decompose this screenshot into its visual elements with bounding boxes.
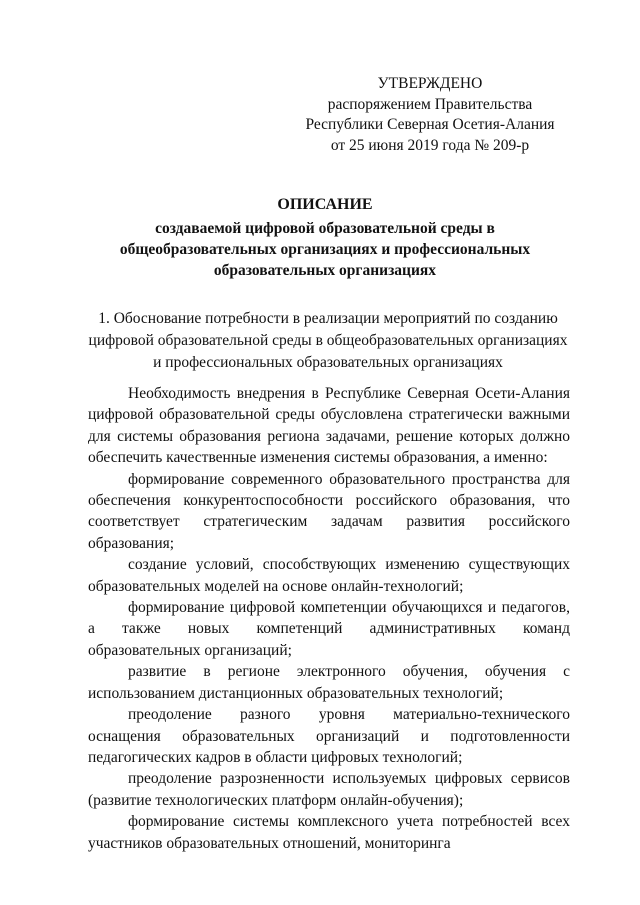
paragraph: создание условий, способствующих изменению существующих образовательных моделей на основе онлайн-технологий; xyxy=(88,556,570,595)
section-heading-line-1: 1. Обоснование потребности в реализации мероприятий по созданию xyxy=(98,310,558,327)
section-heading-1 xyxy=(86,308,570,374)
document-title xyxy=(90,194,560,281)
approval-line-date: от 25 июня 2019 года № 209-р xyxy=(330,136,530,154)
section-heading-line-3: и профессиональных образовательных организациях xyxy=(153,354,503,371)
paragraph: Необходимость внедрения в Республике Северная Осети-Алания цифровой образовательной среды обусловлена стратегически важными для системы образования региона задачами, решение которых должно обеспечить качественные изменения системы образования, а именно: xyxy=(88,385,570,467)
title-sub-line-2: общеобразовательных организациях и профессиональных xyxy=(119,241,531,258)
approval-line-republic: Республики Северная Осетия-Алания xyxy=(305,116,555,133)
paragraph: формирование системы комплексного учета потребностей всех участников образовательных отношений, мониторинга xyxy=(88,813,570,852)
paragraph: развитие в регионе электронного обучения, обучения с использованием дистанционных образовательных технологий; xyxy=(88,663,570,702)
approval-line-approved: УТВЕРЖДЕНО xyxy=(377,75,483,92)
paragraph: формирование современного образовательного пространства для обеспечения конкурентоспособности российского образования, что соответствует стратегическим задачам развития российского образования; xyxy=(88,470,570,552)
section-heading-line-2: цифровой образовательной среды в общеобразовательных организациях xyxy=(88,332,568,349)
approval-line-order: распоряжением Правительства xyxy=(327,95,533,113)
paragraph: формирование цифровой компетенции обучающихся и педагогов, а также новых компетенций административных команд образовательных организаций; xyxy=(88,599,570,659)
title-sub-line-1: создаваемой цифровой образовательной среды в xyxy=(155,220,495,237)
title-sub-line-3: образовательных организациях xyxy=(213,262,437,279)
body-text xyxy=(88,383,570,854)
approval-stamp xyxy=(280,74,580,156)
paragraph: преодоление разного уровня материально-технического оснащения образовательных организаций и подготовленности педагогических кадров в области цифровых технологий; xyxy=(88,706,570,766)
paragraph: преодоление разрозненности используемых цифровых сервисов (развитие технологических платформ онлайн-обучения); xyxy=(88,770,570,809)
title-main: ОПИСАНИЕ xyxy=(277,196,373,213)
